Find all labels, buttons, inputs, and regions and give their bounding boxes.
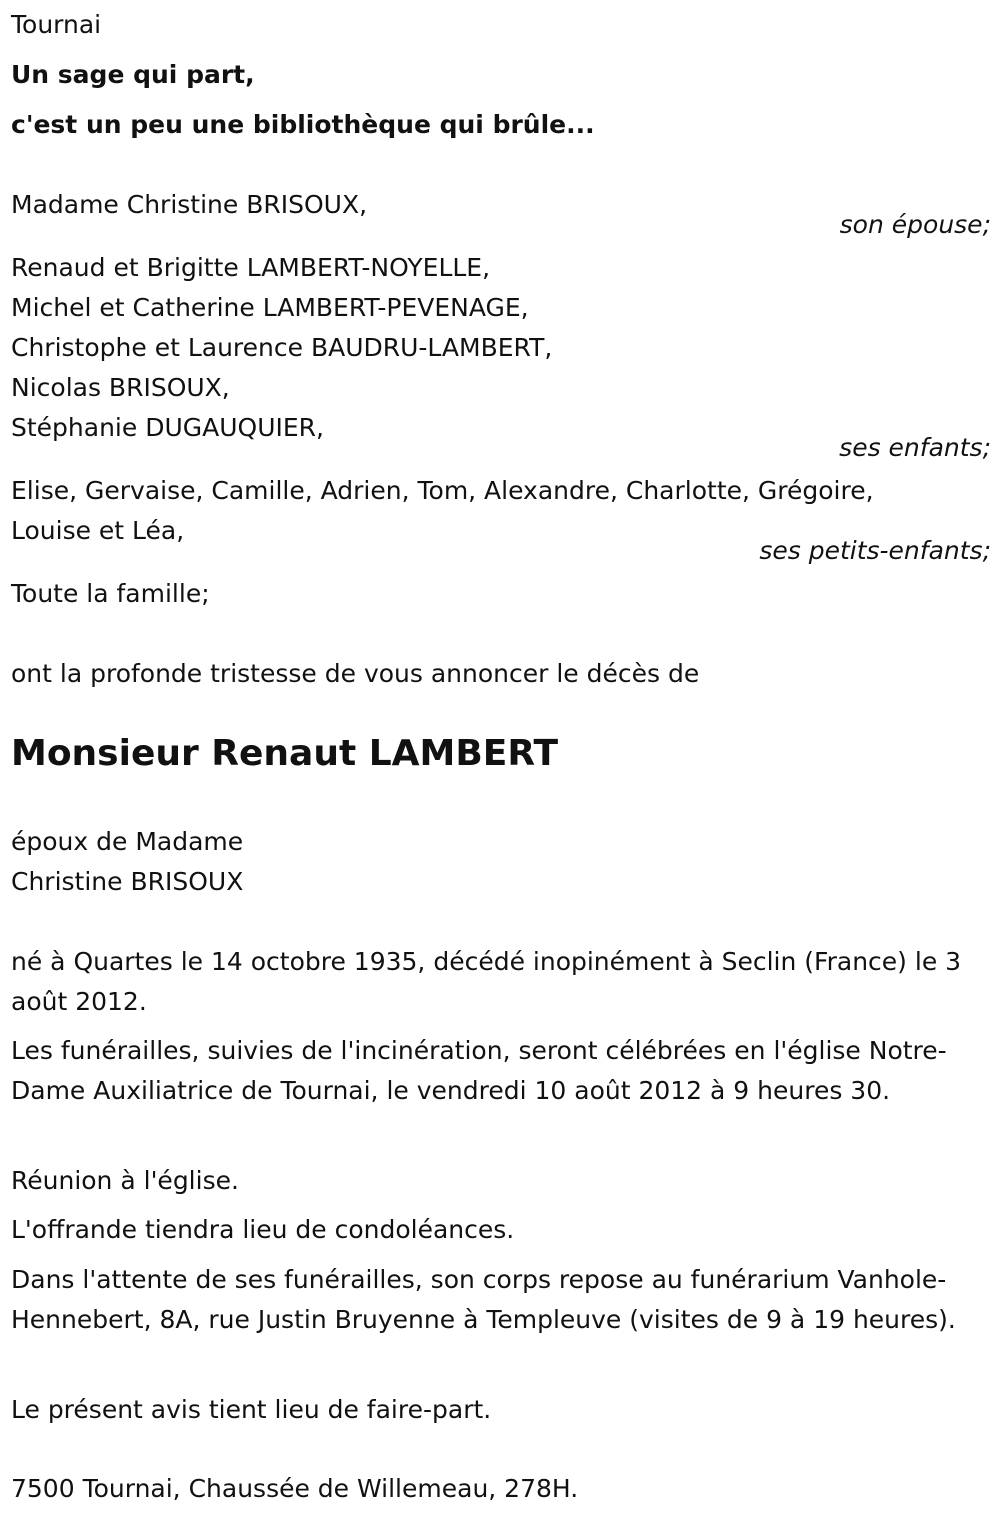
children-list [11,248,552,448]
place-heading: Tournai [11,10,102,39]
grandchildren-line-1: Elise, Gervaise, Camille, Adrien, Tom, Alexandre, Charlotte, Grégoire, [11,476,874,505]
grandchildren-line-2: Louise et Léa, [11,516,185,545]
grandchildren-role: ses petits-enfants; [759,536,991,565]
spouse-name: Madame Christine BRISOUX, [11,190,368,219]
birth-death-paragraph: né à Quartes le 14 octobre 1935, décédé inopinément à Seclin (France) le 3 août 2012. [11,947,962,1016]
deceased-name: Monsieur Renaut LAMBERT [11,733,559,774]
child-entry: Michel et Catherine LAMBERT-PEVENAGE, [11,293,529,322]
family-line: Toute la famille; [11,579,210,608]
offering-paragraph: L'offrande tiendra lieu de condoléances. [11,1215,515,1244]
child-entry: Christophe et Laurence BAUDRU-LAMBERT, [11,333,553,362]
quote-line-2: c'est un peu une bibliothèque qui brûle... [11,110,595,139]
address-line: 7500 Tournai, Chaussée de Willemeau, 278H. [11,1474,579,1503]
spouse-of-line-1: époux de Madame [11,827,244,856]
children-role: ses enfants; [839,433,991,462]
quote-line-1: Un sage qui part, [11,60,255,89]
meeting-paragraph: Réunion à l'église. [11,1166,239,1195]
announcement-line: ont la profonde tristesse de vous annoncer le décès de [11,659,700,688]
child-entry: Stéphanie DUGAUQUIER, [11,413,324,442]
spouse-role: son épouse; [839,210,991,239]
child-entry: Renaud et Brigitte LAMBERT-NOYELLE, [11,253,491,282]
funeral-paragraph: Les funérailles, suivies de l'incinération, seront célébrées en l'église Notre-Dame Auxiliatrice de Tournai, le vendredi 10 août 2012 à 9 heures 30. [11,1036,947,1105]
funerarium-paragraph: Dans l'attente de ses funérailles, son corps repose au funérarium Vanhole-Hennebert, 8A, rue Justin Bruyenne à Templeuve (visites de 9 à 19 heures). [11,1265,956,1334]
spouse-of-line-2: Christine BRISOUX [11,867,244,896]
child-entry: Nicolas BRISOUX, [11,373,230,402]
notice-paragraph: Le présent avis tient lieu de faire-part. [11,1395,492,1424]
